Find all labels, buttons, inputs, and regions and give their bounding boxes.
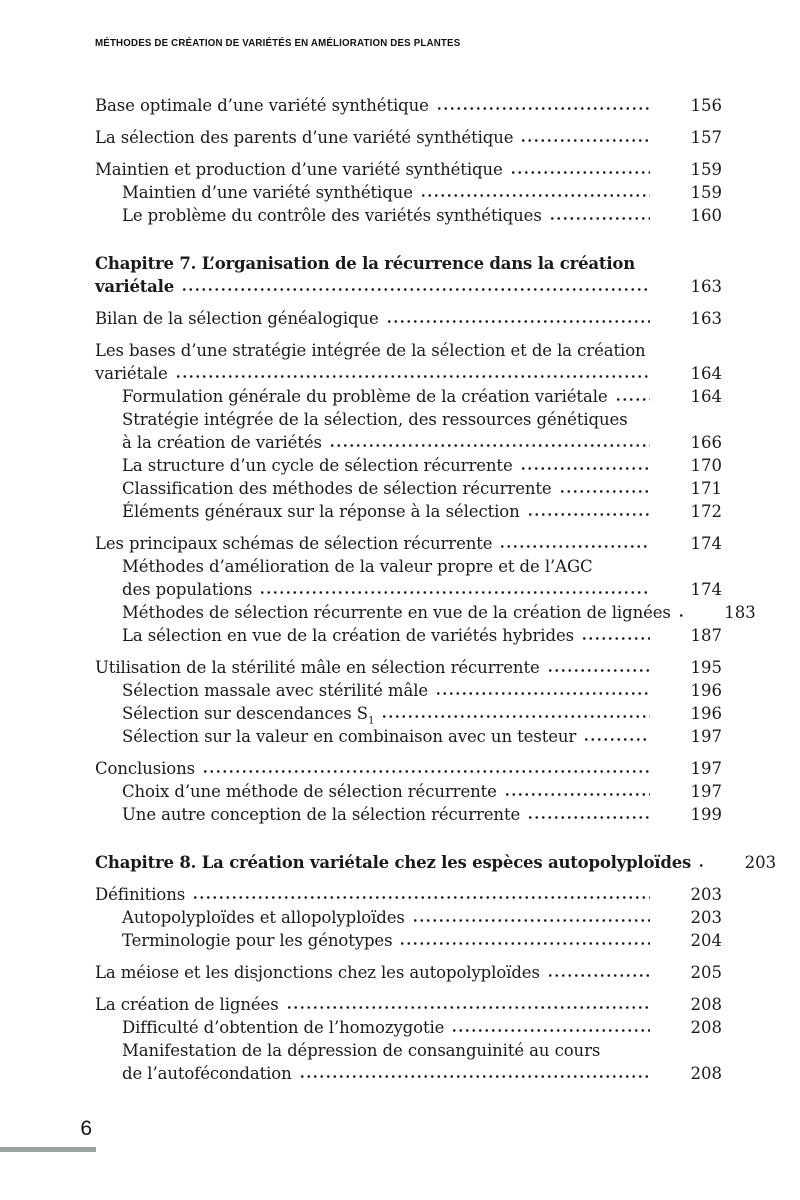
entry-page-number: 197 <box>690 759 722 778</box>
leader-dots <box>559 477 650 500</box>
entry-label: La sélection des parents d’une variété synthétique <box>95 128 514 147</box>
leader-dots <box>520 126 650 149</box>
toc-entry <box>95 339 722 385</box>
leader-dots <box>527 803 650 826</box>
leader-dots <box>299 1062 650 1085</box>
leader-dots <box>615 385 650 408</box>
entry-label: Sélection massale avec stérilité mâle <box>122 681 429 700</box>
toc-list <box>95 94 777 1085</box>
entry-page-number: 199 <box>690 805 722 824</box>
toc-entry <box>95 94 722 117</box>
entry-page-number: 170 <box>690 456 722 475</box>
leader-dots <box>192 883 650 906</box>
entry-page-number: 208 <box>690 1064 722 1083</box>
entry-page-number: 203 <box>690 885 722 904</box>
entry-page-number: 208 <box>690 1018 722 1037</box>
entry-page-number: 197 <box>690 782 722 801</box>
entry-label: Choix d’une méthode de sélection récurrente <box>122 782 497 801</box>
toc-entry <box>95 883 722 906</box>
entry-label: La méiose et les disjonctions chez les autopolyploïdes <box>95 963 540 982</box>
entry-label: Maintien d’une variété synthétique <box>122 183 413 202</box>
entry-page-number: 157 <box>690 128 722 147</box>
leader-dots <box>435 679 650 702</box>
entry-page-number: 164 <box>690 387 722 406</box>
toc-entry <box>95 906 722 929</box>
toc-entry <box>95 204 722 227</box>
entry-page-number: 159 <box>690 160 722 179</box>
footer-bar <box>0 1147 96 1152</box>
leader-dots <box>381 702 650 725</box>
toc-entry <box>95 532 722 555</box>
toc-entry <box>95 555 722 601</box>
leader-dots <box>181 275 650 298</box>
entry-label: Classification des méthodes de sélection récurrente <box>122 479 552 498</box>
entry-page-number: 174 <box>690 534 722 553</box>
toc-entry <box>95 679 722 702</box>
entry-label: Difficulté d’obtention de l’homozygotie <box>122 1018 445 1037</box>
entry-label: La structure d’un cycle de sélection récurrente <box>122 456 513 475</box>
entry-page-number: 187 <box>690 626 722 645</box>
toc-entry <box>95 702 722 725</box>
toc-entry <box>95 961 722 984</box>
entry-label: Sélection sur descendances $S_1$ <box>122 704 375 727</box>
entry-label: Méthodes d’amélioration de la valeur propre et de l’AGC <box>122 557 593 576</box>
leader-dots <box>583 725 650 748</box>
entry-page-number: 196 <box>690 681 722 700</box>
leader-dots <box>329 431 650 454</box>
entry-page-number: 195 <box>690 658 722 677</box>
entry-label: Éléments généraux sur la réponse à la sélection <box>122 502 520 521</box>
entry-label-continued: de l’autofécondation <box>122 1064 292 1083</box>
toc-entry <box>95 757 722 780</box>
entry-label: Méthodes de sélection récurrente en vue de la création de lignées <box>122 603 671 622</box>
entry-label: Bilan de la sélection généalogique <box>95 309 379 328</box>
leader-dots <box>399 929 650 952</box>
toc-entry <box>95 993 722 1016</box>
toc-entry <box>95 780 722 803</box>
entry-page-number: 171 <box>690 479 722 498</box>
toc-entry <box>95 500 722 523</box>
entry-label: Stratégie intégrée de la sélection, des ressources génétiques <box>122 410 628 429</box>
leader-dots <box>549 204 650 227</box>
toc-entry <box>95 803 722 826</box>
entry-label: Les principaux schémas de sélection récurrente <box>95 534 493 553</box>
leader-dots <box>451 1016 650 1039</box>
entry-label: Base optimale d’une variété synthétique <box>95 96 429 115</box>
entry-label: Sélection sur la valeur en combinaison avec un testeur <box>122 727 577 746</box>
entry-page-number: 172 <box>690 502 722 521</box>
leader-dots <box>386 307 650 330</box>
entry-page-number: 208 <box>690 995 722 1014</box>
entry-page-number: 164 <box>690 364 722 383</box>
toc-entry <box>95 158 722 181</box>
entry-page-number: 166 <box>690 433 722 452</box>
leader-dots <box>202 757 650 780</box>
leader-dots <box>581 624 650 647</box>
entry-label-continued: des populations <box>122 580 253 599</box>
toc-entry <box>95 307 722 330</box>
entry-page-number: 196 <box>690 704 722 723</box>
entry-label: Chapitre 8. La création variétale chez les espèces autopolyploïdes <box>95 853 692 872</box>
entry-label: Formulation générale du problème de la création variétale <box>122 387 608 406</box>
entry-page-number: 203 <box>690 908 722 927</box>
toc-entry <box>95 252 722 298</box>
toc-entry <box>95 454 722 477</box>
entry-label: Utilisation de la stérilité mâle en sélection récurrente <box>95 658 540 677</box>
entry-label: Une autre conception de la sélection récurrente <box>122 805 521 824</box>
leader-dots <box>412 906 650 929</box>
toc-entry <box>95 408 722 454</box>
entry-page-number: 163 <box>690 277 722 296</box>
toc-entry <box>95 477 722 500</box>
entry-label: Le problème du contrôle des variétés synthétiques <box>122 206 542 225</box>
toc-entry <box>95 1039 722 1085</box>
entry-page-number: 204 <box>690 931 722 950</box>
entry-page-number: 197 <box>690 727 722 746</box>
entry-label: Terminologie pour les génotypes <box>122 931 393 950</box>
entry-page-number: 205 <box>690 963 722 982</box>
leader-dots <box>436 94 650 117</box>
leader-dots <box>499 532 650 555</box>
entry-page-number: 163 <box>690 309 722 328</box>
entry-label: Autopolyploïdes et allopolyploïdes <box>122 908 405 927</box>
toc-entry <box>95 656 722 679</box>
toc-entry <box>95 851 777 874</box>
entry-page-number: 159 <box>690 183 722 202</box>
toc-entry <box>95 385 722 408</box>
entry-label: La sélection en vue de la création de variétés hybrides <box>122 626 574 645</box>
entry-page-number: 160 <box>690 206 722 225</box>
leader-dots <box>286 993 650 1016</box>
page-number: 6 <box>80 1117 92 1140</box>
toc-entry <box>95 725 722 748</box>
leader-dots <box>420 181 650 204</box>
entry-label: Maintien et production d’une variété synthétique <box>95 160 503 179</box>
leader-dots <box>547 656 650 679</box>
leader-dots <box>527 500 650 523</box>
leader-dots <box>520 454 650 477</box>
toc-entry <box>95 126 722 149</box>
leader-dots <box>510 158 650 181</box>
entry-page-number: 174 <box>690 580 722 599</box>
entry-label: La création de lignées <box>95 995 279 1014</box>
running-header: MÉTHODES DE CRÉATION DE VARIÉTÉS EN AMÉLIORATION DES PLANTES <box>95 38 461 49</box>
leader-dots <box>175 362 650 385</box>
entry-label: Définitions <box>95 885 186 904</box>
entry-page-number: 183 <box>724 603 756 622</box>
leader-dots <box>547 961 650 984</box>
entry-label-continued: variétale <box>95 364 168 383</box>
leader-dots <box>259 578 650 601</box>
toc-entry <box>95 181 722 204</box>
entry-label: Les bases d’une stratégie intégrée de la sélection et de la création <box>95 341 646 360</box>
entry-label: Manifestation de la dépression de consanguinité au cours <box>122 1041 601 1060</box>
toc-entry <box>95 601 756 624</box>
entry-label-continued: variétale <box>95 277 175 296</box>
leader-dots <box>504 780 650 803</box>
entry-label: Chapitre 7. L’organisation de la récurrence dans la création <box>95 254 636 273</box>
entry-page-number: 203 <box>744 853 777 872</box>
toc-entry <box>95 624 722 647</box>
toc-entry <box>95 1016 722 1039</box>
toc-entry <box>95 929 722 952</box>
entry-label-continued: à la création de variétés <box>122 433 322 452</box>
entry-label: Conclusions <box>95 759 196 778</box>
entry-page-number: 156 <box>690 96 722 115</box>
